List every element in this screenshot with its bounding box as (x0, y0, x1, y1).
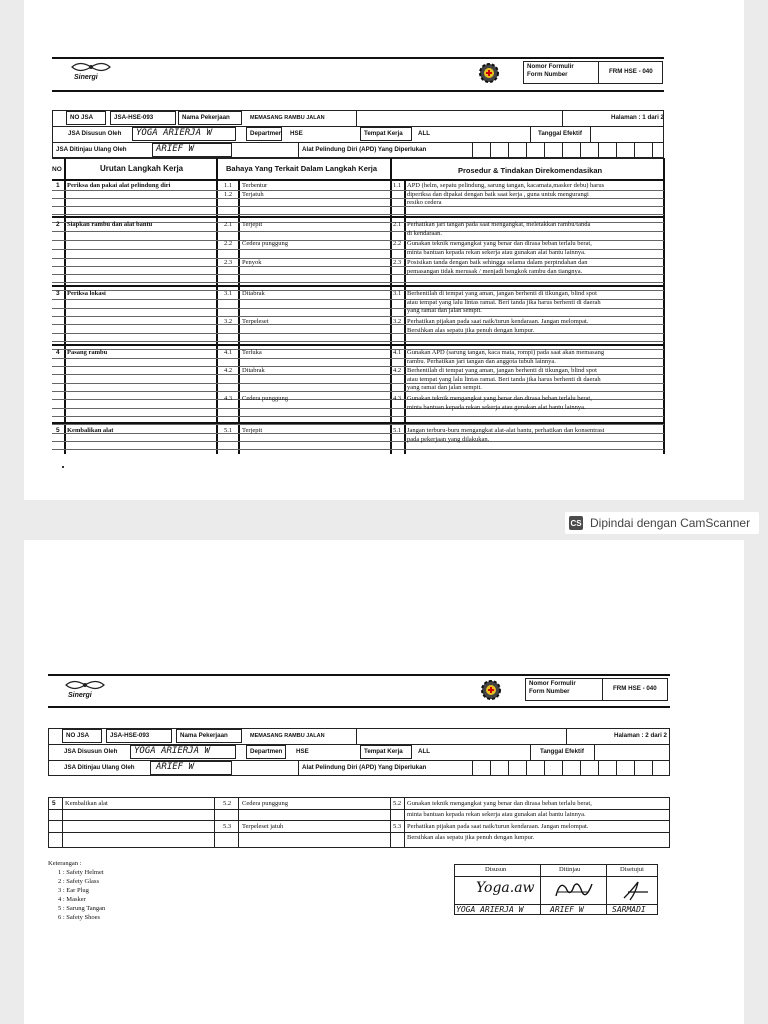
procedure-number: 1.1 (393, 182, 402, 189)
hazard-number: 3.2 (224, 318, 233, 325)
hazard-text: Ditabrak (242, 290, 265, 297)
hazard-number: 4.2 (224, 367, 233, 374)
col-header-hazards: Bahaya Yang Terkait Dalam Langkah Kerja (226, 164, 378, 173)
signature-header: Disusun (485, 866, 507, 873)
procedure-line: Gunakan APD (sarung tangan, kaca mata, rompi) pada saat akan memasang (407, 349, 605, 356)
procedure-line: minta bantuan kepada rekan sekerja atau gunakan alat bantu lainnya. (407, 248, 586, 256)
col-header-steps: Urutan Langkah Kerja (100, 164, 184, 173)
form-number-label-en: Form Number (529, 688, 570, 695)
table-row-line (52, 333, 664, 334)
divider (490, 142, 491, 158)
job-label: Nama Pekerjaan (182, 114, 230, 121)
apd-label: Alat Pelindung Diri (APD) Yang Diperlukan (302, 146, 427, 153)
col-header-no: NO (52, 166, 62, 173)
no-jsa-label: NO JSA (66, 732, 90, 739)
divider (652, 760, 653, 776)
hazard-text: Terbentur (242, 182, 268, 189)
divider (490, 760, 491, 776)
effective-date-label: Tanggal Efektif (540, 748, 584, 755)
job-label: Nama Pekerjaan (180, 732, 228, 739)
divider (52, 158, 664, 159)
page-number: Halaman : 1 dari 2 (611, 114, 664, 121)
workplace-label: Tempat Kerja (364, 748, 403, 755)
procedure-number: 3.1 (393, 290, 402, 297)
dept-label: Departmen (250, 748, 283, 755)
hazard-number: 1.2 (224, 191, 233, 198)
divider (216, 158, 218, 454)
procedure-line: diperiksa dan dipakai dengan baik saat kerja , guna untuk mengurangi (407, 190, 589, 198)
procedure-line: Berhentilah di tempat yang aman, jangan berhenti di tikungan, blind spot (407, 290, 597, 297)
step-text: Siapkan rambu dan alat bantu (67, 221, 153, 228)
hazard-number: 2.2 (224, 240, 233, 247)
divider (48, 760, 670, 761)
prepared-label: JSA Disusun Oleh (68, 130, 122, 137)
divider (598, 61, 599, 84)
hazard-number: 1.1 (224, 182, 233, 189)
no-jsa-value: JSA-HSE-093 (114, 114, 154, 121)
legend-item: 4 : Masker (58, 896, 86, 903)
divider (602, 678, 603, 701)
step-text: Kembalikan alat (67, 427, 114, 434)
procedure-line: atau tempat yang lalu lintas ramai. Beri tanda jika harus berhenti di daerah (407, 375, 601, 383)
divider (298, 142, 299, 158)
signature-prepared: Yoga.aw (476, 880, 535, 896)
effective-date-label: Tanggal Efektif (538, 130, 582, 137)
procedure-line: Jangan terburu-buru mengangkat alat-alat bantu, perhatikan dan konsentrasi (407, 427, 605, 434)
procedure-line: pemasangan tidak merusak / menjadi bengkok rambu dan tiangnya. (407, 267, 583, 275)
review-label: JSA Ditinjau Ulang Oleh (56, 146, 127, 153)
divider (508, 760, 509, 776)
hazard-text: Terjepit (242, 221, 263, 228)
divider (390, 158, 392, 454)
hazard-number: 3.1 (224, 290, 233, 297)
divider (526, 142, 527, 158)
procedure-number: 5.3 (393, 823, 402, 830)
legend-item: 6 : Safety Shoes (58, 914, 101, 921)
procedure-line: Bersihkan alas sepatu jika penuh dengan lumpur. (407, 326, 535, 334)
divider (526, 760, 527, 776)
hazard-number: 5.2 (223, 800, 232, 807)
divider (606, 864, 607, 915)
divider (48, 820, 670, 821)
dept-value: HSE (296, 748, 309, 755)
divider (390, 797, 391, 848)
dept-value: HSE (290, 130, 303, 137)
divider (356, 110, 357, 126)
signature-approver-icon (618, 878, 652, 902)
review-label: JSA Ditinjau Ulang Oleh (64, 764, 135, 771)
hazard-text: Terjatuh (242, 191, 264, 198)
camscanner-icon: CS (569, 516, 583, 530)
divider (48, 674, 670, 676)
divider (544, 142, 545, 158)
hazard-number: 2.3 (224, 259, 233, 266)
divider (356, 728, 357, 744)
hazard-text: Terpeleset jatuh (242, 823, 284, 830)
divider (238, 797, 239, 848)
signature-name-reviewer: ARIEF W (550, 905, 584, 914)
divider (62, 797, 63, 848)
procedure-line: Berhentilah di tempat yang aman, jangan berhenti di tikungan, blind spot (407, 367, 597, 374)
procedure-number: 2.3 (393, 259, 402, 266)
procedure-number: 2.1 (393, 221, 402, 228)
procedure-line: Perhatikan pijakan pada saat naik/turun kendaraan. Jangan melompat. (407, 318, 589, 325)
table-row-line (52, 206, 664, 207)
brand-name: Sinergi (68, 692, 92, 699)
step-no: 5 (52, 800, 56, 807)
legend-title: Keterangan : (48, 860, 82, 867)
form-number-label: Nomor Formulir (529, 680, 576, 687)
workplace-label: Tempat Kerja (364, 130, 403, 137)
divider (52, 142, 664, 143)
form-number-value: FRM HSE - 040 (613, 685, 657, 692)
legend-item: 1 : Safety Helmet (58, 869, 104, 876)
table-row-line (52, 416, 664, 417)
divider (214, 797, 215, 848)
procedure-line: Gunakan teknik mengangkat yang benar dan dirasa beban terlalu berat, (407, 395, 592, 402)
divider (404, 797, 405, 848)
legend-item: 3 : Ear Plug (58, 887, 89, 894)
divider (616, 142, 617, 158)
procedure-number: 2.2 (393, 240, 402, 247)
table-row-line (52, 424, 664, 425)
divider (598, 760, 599, 776)
divider (562, 110, 563, 126)
hazard-number: 5.1 (224, 427, 233, 434)
divider (48, 832, 670, 833)
step-text: Pasang rambu (67, 349, 108, 356)
no-jsa-label: NO JSA (70, 114, 94, 121)
procedure-line: atau tempat yang lalu lintas ramai. Beri tanda jika harus berhenti di daerah (407, 298, 601, 306)
divider (580, 760, 581, 776)
divider (540, 864, 541, 915)
form-number-value: FRM HSE - 040 (609, 68, 653, 75)
procedure-number: 4.3 (393, 395, 402, 402)
signature-name-prepared: YOGA ARIERJA W (456, 905, 524, 914)
procedure-line: rambu. Perhatikan jari tangan dan anggota tubuh lainnya. (407, 357, 556, 365)
table-row-line (52, 308, 664, 309)
divider (580, 142, 581, 158)
page-number: Halaman : 2 dari 2 (614, 732, 667, 739)
hazard-text: Terjepit (242, 427, 263, 434)
col-header-procedures: Prosedur & Tindakan Direkomendasikan (458, 166, 603, 175)
procedure-line: Posisikan tanda dengan baik sehingga selama dalam perpindahan dan (407, 259, 588, 266)
divider (64, 158, 66, 454)
procedure-line: di kendaraan. (407, 229, 443, 237)
brand-name: Sinergi (74, 74, 98, 81)
dept-label: Departmen (250, 130, 283, 137)
divider (454, 876, 658, 877)
hazard-number: 4.1 (224, 349, 233, 356)
divider (530, 744, 531, 760)
step-no: 1 (56, 182, 60, 189)
procedure-line: minta bantuan kepada rekan sekerja atau gunakan alat bantu lainnya. (407, 811, 586, 818)
procedure-number: 5.1 (393, 427, 402, 434)
procedure-line: yang ramai dan jalan sempit. (407, 384, 482, 392)
hazard-number: 4.3 (224, 395, 233, 402)
divider (663, 158, 665, 454)
procedure-number: 5.2 (393, 800, 402, 807)
procedure-line: resiko cedera (407, 199, 442, 207)
no-jsa-value: JSA-HSE-093 (110, 732, 150, 739)
procedure-number: 4.1 (393, 349, 402, 356)
table-section-line (52, 285, 664, 287)
procedure-line: Bersihkan alas sepatu jika penuh dengan lumpur. (407, 834, 535, 841)
procedure-line: Perhatikan pijakan pada saat naik/turun kendaraan. Jangan melompat. (407, 823, 589, 830)
prepared-value: YOGA ARIERJA W (136, 128, 212, 138)
hazard-number: 2.1 (224, 221, 233, 228)
form-number-label-en: Form Number (527, 71, 568, 78)
divider (594, 744, 595, 760)
table-row-line (52, 391, 664, 392)
divider (52, 90, 664, 92)
step-text: Kembalikan alat (65, 800, 108, 807)
hazard-number: 5.3 (223, 823, 232, 830)
divider (52, 57, 664, 59)
signature-header: Ditinjau (559, 866, 581, 873)
divider (598, 142, 599, 158)
divider (616, 760, 617, 776)
divider (544, 760, 545, 776)
signature-header: Disetujui (620, 866, 644, 873)
table-row-line (52, 358, 664, 359)
table-row-line (52, 231, 664, 232)
procedure-line: Gunakan teknik mengangkat yang benar dan dirasa beban terlalu berat, (407, 240, 592, 247)
step-no: 3 (56, 290, 60, 297)
page-2-sheet (24, 540, 744, 1024)
step-text: Periksa dan pakai alat pelindung diri (67, 182, 171, 189)
table-row-line (52, 316, 664, 317)
gear-logo-icon (476, 60, 502, 86)
dot-mark (62, 466, 64, 468)
table-row-line (52, 449, 664, 450)
legend-item: 2 : Safety Glass (58, 878, 99, 885)
prepared-value: YOGA ARIERJA W (134, 746, 210, 756)
table-section-line (52, 216, 664, 218)
procedure-line: Gunakan teknik mengangkat yang benar dan dirasa beban terlalu berat, (407, 800, 592, 807)
divider (508, 142, 509, 158)
hazard-text: Terluka (242, 349, 262, 356)
procedure-line: pada pekerjaan yang dilakukan. (407, 435, 490, 443)
step-text: Periksa lokasi (67, 290, 106, 297)
divider (562, 142, 563, 158)
job-value: MEMASANG RAMBU JALAN (250, 733, 325, 739)
procedure-number: 3.2 (393, 318, 402, 325)
divider (634, 760, 635, 776)
procedure-line: yang ramai dan jalan sempit. (407, 307, 482, 315)
signature-reviewer-icon (552, 878, 596, 902)
hazard-text: Penyok (242, 259, 262, 266)
hazard-text: Terpeleset (242, 318, 269, 325)
table-row-line (52, 282, 664, 283)
table-section-line (52, 344, 664, 346)
review-value: ARIEF W (156, 144, 194, 154)
divider (590, 126, 591, 142)
table-row-line (52, 341, 664, 342)
camscanner-label: Dipindai dengan CamScanner (590, 516, 751, 530)
form-number-label: Nomor Formulir (527, 63, 574, 70)
step-no: 2 (56, 221, 60, 228)
hazard-text: Ditabrak (242, 367, 265, 374)
table-row-line (52, 441, 664, 442)
hazard-text: Cedera punggung (242, 800, 289, 807)
divider (48, 706, 670, 708)
workplace-value: ALL (418, 130, 431, 137)
divider (472, 142, 473, 158)
apd-label: Alat Pelindung Diri (APD) Yang Diperlukan (302, 764, 427, 771)
prepared-label: JSA Disusun Oleh (64, 748, 118, 755)
divider (562, 760, 563, 776)
job-value: MEMASANG RAMBU JALAN (250, 115, 325, 121)
workplace-value: ALL (418, 748, 431, 755)
gear-logo-icon (478, 677, 504, 703)
camscanner-badge (565, 512, 759, 534)
divider (652, 142, 653, 158)
legend-item: 5 : Sarung Tangan (58, 905, 106, 912)
table-row-line (52, 214, 664, 215)
table-section-line (52, 422, 664, 424)
review-value: ARIEF W (156, 762, 194, 772)
hazard-text: Cedera punggung (242, 240, 289, 247)
divider (530, 126, 531, 142)
divider (472, 760, 473, 776)
divider (52, 179, 664, 181)
divider (566, 728, 567, 744)
procedure-line: minta bantuan kepada rekan sekerja atau gunakan alat bantu lainnya. (407, 403, 586, 411)
signature-name-approver: SARMADI (612, 905, 646, 914)
divider (48, 809, 670, 810)
procedure-line: Perhatikan jari tangan pada saat mengangkat, meletakkan rambu/tanda (407, 221, 591, 228)
divider (298, 760, 299, 776)
procedure-line: APD (helm, sepatu pelindung, sarung tangan, kacamata,masker debu) harus (407, 182, 605, 189)
step-no: 4 (56, 349, 60, 356)
step-no: 5 (56, 427, 60, 434)
divider (634, 142, 635, 158)
procedure-number: 4.2 (393, 367, 402, 374)
hazard-text: Cedera punggung (242, 395, 289, 402)
